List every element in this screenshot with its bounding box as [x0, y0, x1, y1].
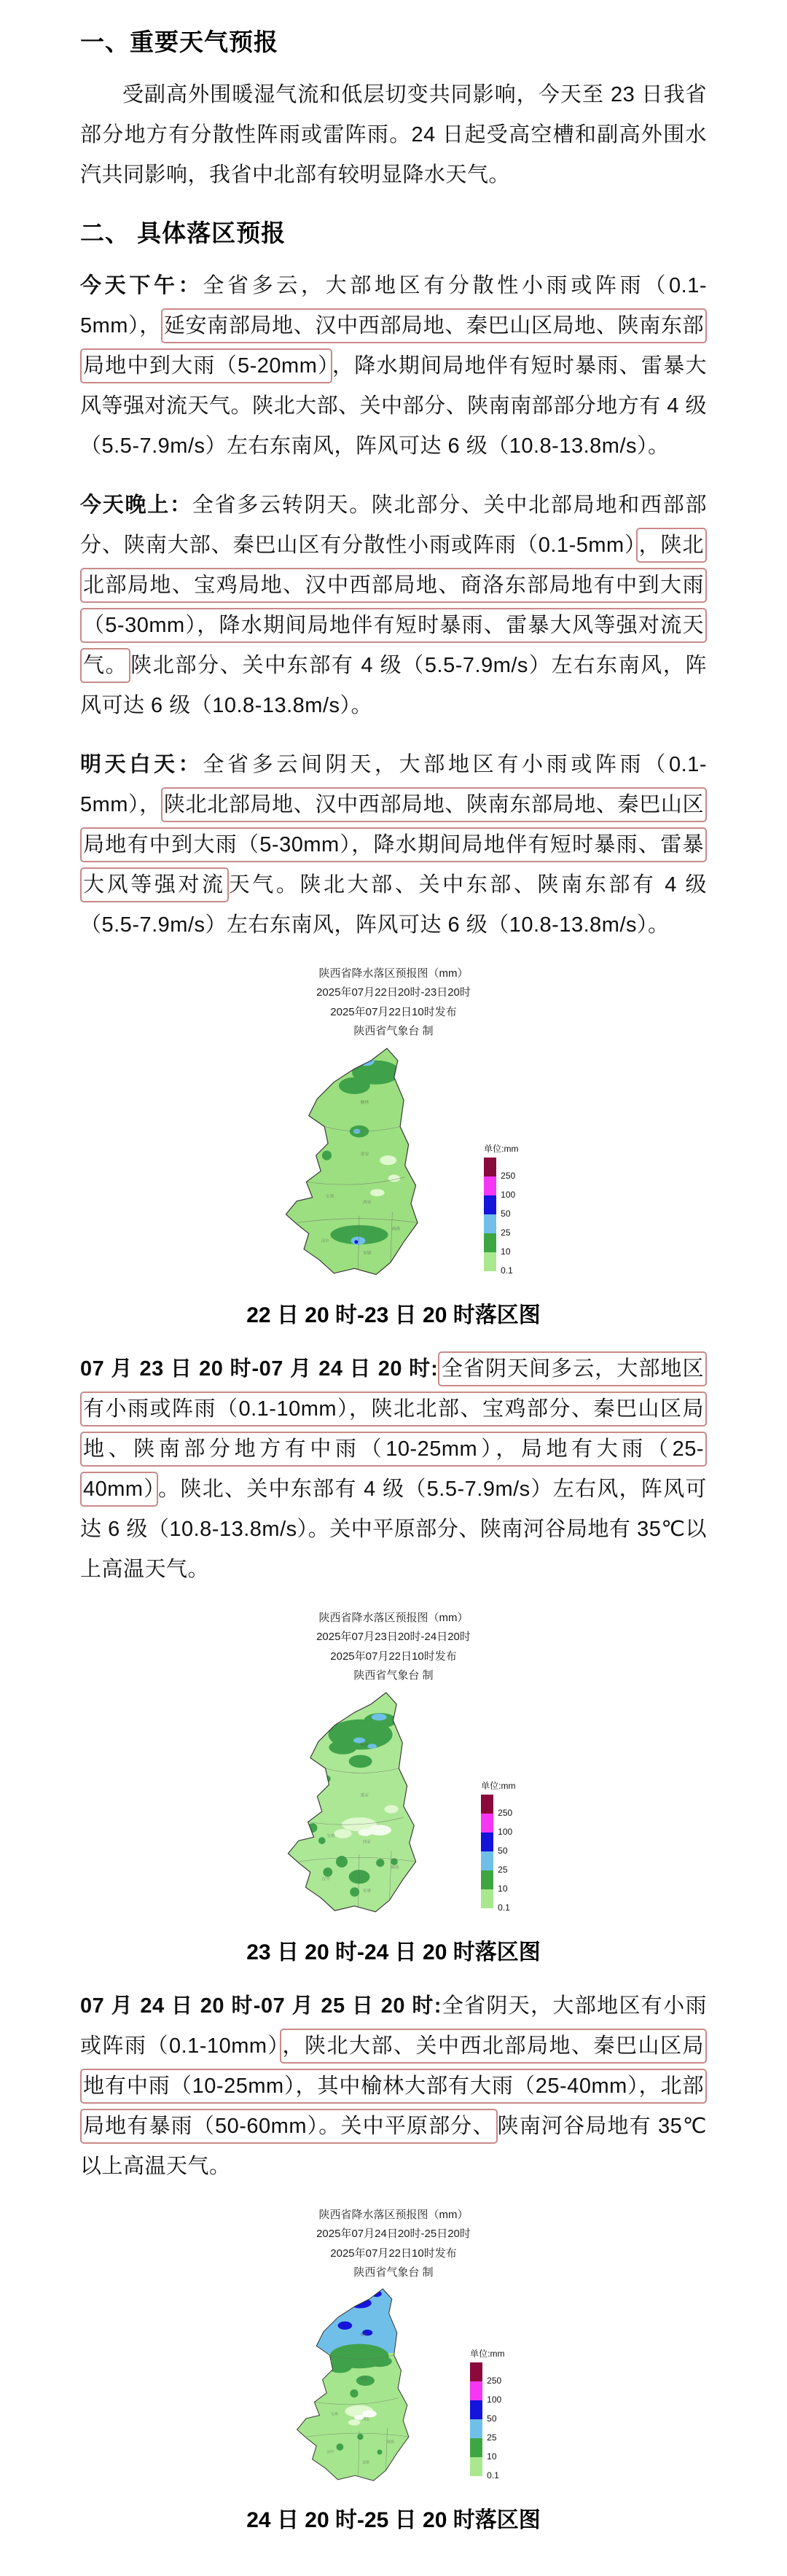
legend-label: 50 [501, 1209, 511, 1219]
shaanxi-precip-map-2 [272, 1687, 447, 1920]
legend-label: 250 [501, 1171, 516, 1181]
legend-unit-label: 单位:mm [484, 1144, 519, 1154]
legend-label: 100 [498, 1827, 513, 1837]
city-label-baoji: 宝鸡 [330, 2413, 338, 2417]
forecast-map-block-3 [80, 2206, 707, 2534]
text-segment: 陕北部分、关中东部有 4 级（5.5-7.9m/s）左右东南风，阵风可达 6 级（10.8-13.8m/s）。 [80, 654, 707, 717]
map-3-header [80, 2206, 707, 2282]
paragraph-tonight [80, 485, 707, 726]
legend-swatch [470, 2381, 482, 2400]
legend-swatch [470, 2457, 482, 2476]
legend-unit-label: 单位:mm [470, 2349, 505, 2359]
shaanxi-precip-map-1 [269, 1042, 450, 1283]
legend-label: 25 [487, 2432, 497, 2443]
legend-swatch [481, 1889, 493, 1908]
map-2-stage [272, 1687, 516, 1920]
text-segment: 全省阴天，大部地区有小雨或阵雨（0.1-10mm） [80, 1994, 707, 2058]
text-segment: 天气。陕北大部、关中东部、陕南东部有 4 级（5.5-7.9m/s）左右东南风，阵风可达 6 级（10.8-13.8m/s）。 [80, 873, 707, 937]
city-label-hanzhong: 汉中 [326, 2451, 334, 2455]
city-label-ankang: 安康 [361, 2461, 369, 2465]
map-1-valid-period: 2025年07月22日20时-23日20时 [316, 986, 471, 999]
forecast-map-block-1 [80, 964, 707, 1329]
highlighted-text: 陕北北部局地、汉中西部局地、陕南东部局地、秦巴山区局地有中到大雨（5-30mm），降水期间局地伴有短时暴雨、雷暴大风等强对流 [80, 787, 707, 902]
map-2-issued: 2025年07月22日10时发布 [330, 1650, 457, 1663]
map-3-title: 陕西省降水落区预报图（mm） [318, 2209, 469, 2221]
legend-label: 250 [498, 1808, 513, 1818]
legend-swatch [484, 1195, 496, 1214]
map-1-legend [484, 1142, 519, 1276]
highlighted-text: ，陕北北部局地、宝鸡局地、汉中西部局地、商洛东部局地有中到大雨（5-30mm），降水期间局地伴有短时暴雨、雷暴大风等强对流天气。 [80, 528, 707, 683]
text-segment: ，降水期间局地伴有短时暴雨、雷暴大风等强对流天气。陕北大部、关中部分、陕南南部部分地方有 4 级（5.5-7.9m/s）左右东南风，阵风可达 6 级（10.8-13.8m/s）。 [80, 354, 707, 458]
legend-swatch [481, 1795, 493, 1814]
paragraph-overview [80, 75, 707, 195]
city-label-xian: 西安 [361, 2418, 369, 2422]
legend-label: 0.1 [498, 1902, 510, 1913]
map-3-issued: 2025年07月22日10时发布 [330, 2247, 457, 2260]
text-segment: 今天晚上： [80, 493, 192, 517]
legend-swatch [484, 1252, 496, 1271]
legend-label: 0.1 [487, 2470, 499, 2481]
map-1-caption: 22 日 20 时-23 日 20 时落区图 [246, 1303, 541, 1327]
highlighted-text: 延安南部局地、汉中西部局地、秦巴山区局地、陕南东部局地中到大雨（5-20mm） [80, 308, 707, 383]
forecast-map-block-2 [80, 1609, 707, 1966]
legend-swatch [481, 1833, 493, 1851]
shaanxi-precip-map-3 [283, 2284, 436, 2488]
city-label-baoji: 宝鸡 [325, 1194, 334, 1199]
map-2-caption: 23 日 20 时-24 日 20 时落区图 [246, 1940, 541, 1964]
section-2-heading: 二、 具体落区预报 [80, 219, 286, 246]
highlighted-text: 全省阴天间多云，大部地区有小雨或阵雨（0.1-10mm），陕北北部、宝鸡部分、秦巴山区局地、陕南部分地方有中雨（10-25mm），局地有大雨（25-40mm） [80, 1351, 707, 1507]
city-label-yulin: 榆林 [360, 1101, 369, 1106]
city-label-shangluo: 商洛 [386, 2440, 394, 2445]
legend-label: 10 [501, 1246, 511, 1257]
legend-swatch [484, 1176, 496, 1195]
legend-label: 100 [501, 1190, 516, 1200]
legend-label: 10 [498, 1884, 508, 1894]
legend-swatch [470, 2400, 482, 2419]
legend-unit-label: 单位:mm [481, 1781, 516, 1791]
city-label-baoji: 宝鸡 [326, 1834, 334, 1839]
text-segment: 今天下午： [80, 274, 203, 297]
map-2-title: 陕西省降水落区预报图（mm） [318, 1612, 469, 1624]
map-2-header [80, 1609, 707, 1685]
paragraph-jul24 [80, 1986, 707, 2187]
map-1-producer: 陕西省气象台 制 [353, 1024, 434, 1037]
map-1-issued: 2025年07月22日10时发布 [330, 1005, 457, 1018]
map-2-producer: 陕西省气象台 制 [353, 1668, 434, 1682]
paragraph-tomorrow-day [80, 745, 707, 945]
legend-swatch [470, 2419, 482, 2438]
legend-label: 0.1 [501, 1265, 513, 1276]
map-2-valid-period: 2025年07月23日20时-24日20时 [316, 1631, 471, 1644]
text-segment: 陕南河谷局地有 35℃以上高温天气。 [80, 2115, 707, 2178]
paragraph-jul23 [80, 1349, 707, 1590]
legend-label: 100 [487, 2394, 502, 2405]
city-label-yanan: 延安 [360, 1152, 369, 1158]
city-label-yanan: 延安 [360, 1793, 369, 1798]
legend-swatch [484, 1233, 496, 1252]
city-label-yanan: 延安 [359, 2377, 367, 2381]
map-3-stage [283, 2284, 505, 2488]
text-segment: 全省多云，大部地区有分散性小雨或阵雨（0.1-5mm）， [80, 274, 707, 337]
map-3-legend [470, 2347, 505, 2481]
text-segment: 07 月 24 日 20 时-07 月 25 日 20 时: [80, 1994, 442, 2018]
map-3-caption: 24 日 20 时-25 日 20 时落区图 [246, 2508, 541, 2532]
legend-label: 50 [498, 1846, 508, 1856]
city-label-yulin: 榆林 [359, 2333, 367, 2338]
map-3-producer: 陕西省气象台 制 [353, 2265, 434, 2279]
city-label-xian: 西安 [362, 1840, 371, 1845]
highlighted-text: ，陕北大部、关中西北部局地、秦巴山区局地有中雨（10-25mm），其中榆林大部有大雨（25-40mm），北部局地有暴雨（50-60mm）。关中平原部分、 [80, 2029, 707, 2144]
map-3-valid-period: 2025年07月24日20时-25日20时 [316, 2228, 471, 2241]
city-label-shangluo: 商洛 [391, 1227, 400, 1232]
map-1-title: 陕西省降水落区预报图（mm） [318, 967, 469, 980]
paragraph-today-afternoon [80, 266, 707, 467]
legend-swatch [470, 2438, 482, 2457]
legend-label: 10 [487, 2451, 497, 2462]
legend-swatch [481, 1870, 493, 1889]
city-label-yulin: 榆林 [360, 1743, 369, 1748]
legend-swatch [470, 2362, 482, 2381]
city-label-hanzhong: 汉中 [320, 1238, 329, 1244]
city-label-ankang: 安康 [362, 1251, 371, 1256]
legend-swatch [481, 1814, 493, 1833]
legend-label: 25 [498, 1865, 508, 1875]
legend-label: 250 [487, 2376, 502, 2386]
city-label-ankang: 安康 [362, 1889, 371, 1894]
text-segment: 全省多云转阴天。陕北部分、关中北部局地和西部部分、陕南大部、秦巴山区有分散性小雨或阵雨（0.1-5mm） [80, 493, 707, 557]
map-1-stage [269, 1042, 519, 1283]
section-1-heading: 一、重要天气预报 [80, 28, 278, 55]
text-segment: 明天白天： [80, 753, 203, 776]
legend-swatch [481, 1851, 493, 1870]
legend-label: 25 [501, 1227, 511, 1238]
city-label-xian: 西安 [362, 1201, 371, 1206]
text-segment: 全省多云间阴天，大部地区有小雨或阵雨（0.1-5mm）， [80, 753, 707, 816]
city-label-shangluo: 商洛 [390, 1865, 399, 1870]
city-label-hanzhong: 汉中 [321, 1877, 330, 1882]
text-segment: 受副高外围暖湿气流和低层切变共同影响，今天至 23 日我省部分地方有分散性阵雨或雷阵雨。24 日起受高空槽和副高外围水汽共同影响，我省中北部有较明显降水天气。 [80, 83, 707, 187]
text-segment: 。陕北、关中东部有 4 级（5.5-7.9m/s）左右风，阵风可达 6 级（10.8-13.8m/s）。关中平原部分、陕南河谷局地有 35℃以上高温天气。 [80, 1478, 707, 1581]
text-segment: 07 月 23 日 20 时-07 月 24 日 20 时: [80, 1357, 439, 1381]
legend-swatch [484, 1214, 496, 1233]
map-2-legend [481, 1779, 516, 1913]
legend-label: 50 [487, 2413, 497, 2424]
map-1-header [80, 964, 707, 1041]
legend-swatch [484, 1158, 496, 1176]
